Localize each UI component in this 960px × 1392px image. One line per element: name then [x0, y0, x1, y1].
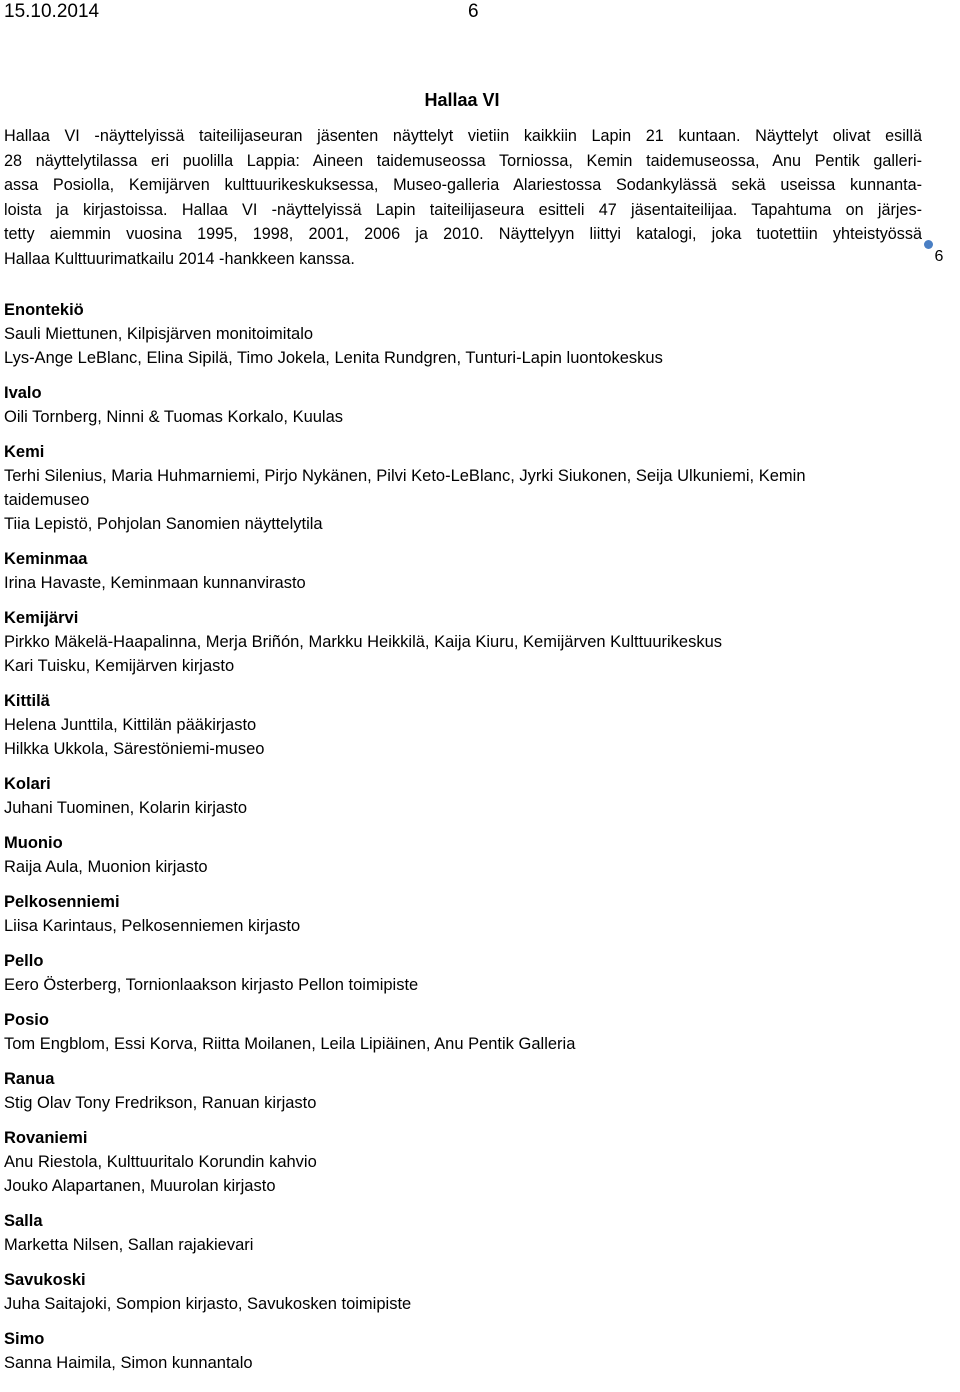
municipality-section: [4, 890, 934, 938]
municipality-name: Pello: [4, 952, 44, 970]
municipality-name: Enontekiö: [4, 301, 84, 319]
municipality-name: Kittilä: [4, 692, 50, 710]
venue-line: Tom Engblom, Essi Korva, Riitta Moilanen, Leila Lipiäinen, Anu Pentik Galleria: [4, 1035, 576, 1053]
intro-line: loista ja kirjastoissa. Hallaa VI -näyttelyissä Lapin taiteilijaseura esitteli 47 jäsentaiteilijaa. Tapahtuma on järjes-: [4, 200, 922, 219]
venue-line: Juha Saitajoki, Sompion kirjasto, Savukosken toimipiste: [4, 1295, 412, 1313]
municipality-section: [4, 1126, 934, 1198]
municipality-section: [4, 1268, 934, 1316]
venue-line: Marketta Nilsen, Sallan rajakievari: [4, 1236, 254, 1254]
venue-line: Hilkka Ukkola, Särestöniemi-museo: [4, 740, 265, 758]
venue-line: Jouko Alapartanen, Muurolan kirjasto: [4, 1177, 276, 1195]
municipality-name: Kolari: [4, 775, 51, 793]
intro-paragraph: [4, 124, 922, 271]
municipality-section: [4, 1067, 934, 1115]
municipality-name: Muonio: [4, 834, 63, 852]
page-badge: [926, 244, 952, 270]
venue-line: Oili Tornberg, Ninni & Tuomas Korkalo, Kuulas: [4, 408, 344, 426]
venue-line: Stig Olav Tony Fredrikson, Ranuan kirjasto: [4, 1094, 317, 1112]
municipality-name: Kemijärvi: [4, 609, 79, 627]
venue-line: Liisa Karintaus, Pelkosenniemen kirjasto: [4, 917, 301, 935]
municipality-section: [4, 1327, 934, 1375]
header-page-number: 6: [468, 1, 479, 22]
municipality-list: [4, 298, 934, 1386]
venue-line: Terhi Silenius, Maria Huhmarniemi, Pirjo Nykänen, Pilvi Keto-LeBlanc, Jyrki Siukonen, Seija Ulkuniemi, Kemin: [4, 467, 806, 485]
badge-number: 6: [934, 248, 944, 265]
municipality-section: [4, 547, 934, 595]
municipality-section: [4, 689, 934, 761]
municipality-section: [4, 440, 934, 536]
venue-line: taidemuseo: [4, 491, 90, 509]
municipality-section: [4, 381, 934, 429]
venue-line: Pirkko Mäkelä-Haapalinna, Merja Briñón, Markku Heikkilä, Kaija Kiuru, Kemijärven Kulttuurikeskus: [4, 633, 723, 651]
municipality-section: [4, 298, 934, 370]
municipality-section: [4, 949, 934, 997]
venue-line: Juhani Tuominen, Kolarin kirjasto: [4, 799, 248, 817]
venue-line: Raija Aula, Muonion kirjasto: [4, 858, 208, 876]
municipality-name: Rovaniemi: [4, 1129, 88, 1147]
header-date: 15.10.2014: [4, 1, 100, 22]
municipality-section: [4, 1008, 934, 1056]
municipality-section: [4, 831, 934, 879]
intro-line: 28 näyttelytilassa eri puolilla Lappia: Aineen taidemuseossa Torniossa, Kemin taidemuseossa, Anu Pentik galleri-: [4, 151, 922, 170]
municipality-name: Salla: [4, 1212, 43, 1230]
venue-line: Tiia Lepistö, Pohjolan Sanomien näyttelytila: [4, 515, 323, 533]
municipality-name: Savukoski: [4, 1271, 86, 1289]
intro-line: Hallaa Kulttuurimatkailu 2014 -hankkeen kanssa.: [4, 249, 355, 268]
venue-line: Kari Tuisku, Kemijärven kirjasto: [4, 657, 235, 675]
municipality-name: Ranua: [4, 1070, 55, 1088]
venue-line: Irina Havaste, Keminmaan kunnanvirasto: [4, 574, 306, 592]
intro-line: assa Posiolla, Kemijärven kulttuurikeskuksessa, Museo-galleria Alariestossa Sodankylässä sekä useissa kunnanta-: [4, 176, 922, 194]
venue-line: Helena Junttila, Kittilän pääkirjasto: [4, 716, 257, 734]
badge-dot-icon: [924, 240, 933, 249]
municipality-name: Simo: [4, 1330, 45, 1348]
venue-line: Lys-Ange LeBlanc, Elina Sipilä, Timo Jokela, Lenita Rundgren, Tunturi-Lapin luontokeskus: [4, 349, 663, 367]
intro-line: Hallaa VI -näyttelyissä taiteilijaseuran jäsenten näyttelyt vietiin kaikkiin Lapin 21 kuntaan. Näyttelyt olivat esillä: [4, 127, 922, 145]
venue-line: Sauli Miettunen, Kilpisjärven monitoimitalo: [4, 325, 314, 343]
venue-line: Sanna Haimila, Simon kunnantalo: [4, 1354, 253, 1372]
venue-line: Eero Österberg, Tornionlaakson kirjasto Pellon toimipiste: [4, 976, 419, 994]
municipality-section: [4, 1209, 934, 1257]
page-title: Hallaa VI: [424, 90, 500, 110]
municipality-name: Ivalo: [4, 384, 42, 402]
municipality-name: Keminmaa: [4, 550, 88, 568]
municipality-name: Kemi: [4, 443, 45, 461]
intro-line: tetty aiemmin vuosina 1995, 1998, 2001, 2006 ja 2010. Näyttelyyn liittyi katalogi, joka tuotettiin yhteistyössä: [4, 225, 922, 243]
municipality-section: [4, 772, 934, 820]
municipality-name: Posio: [4, 1011, 49, 1029]
venue-line: Anu Riestola, Kulttuuritalo Korundin kahvio: [4, 1153, 317, 1171]
municipality-section: [4, 606, 934, 678]
municipality-name: Pelkosenniemi: [4, 893, 120, 911]
